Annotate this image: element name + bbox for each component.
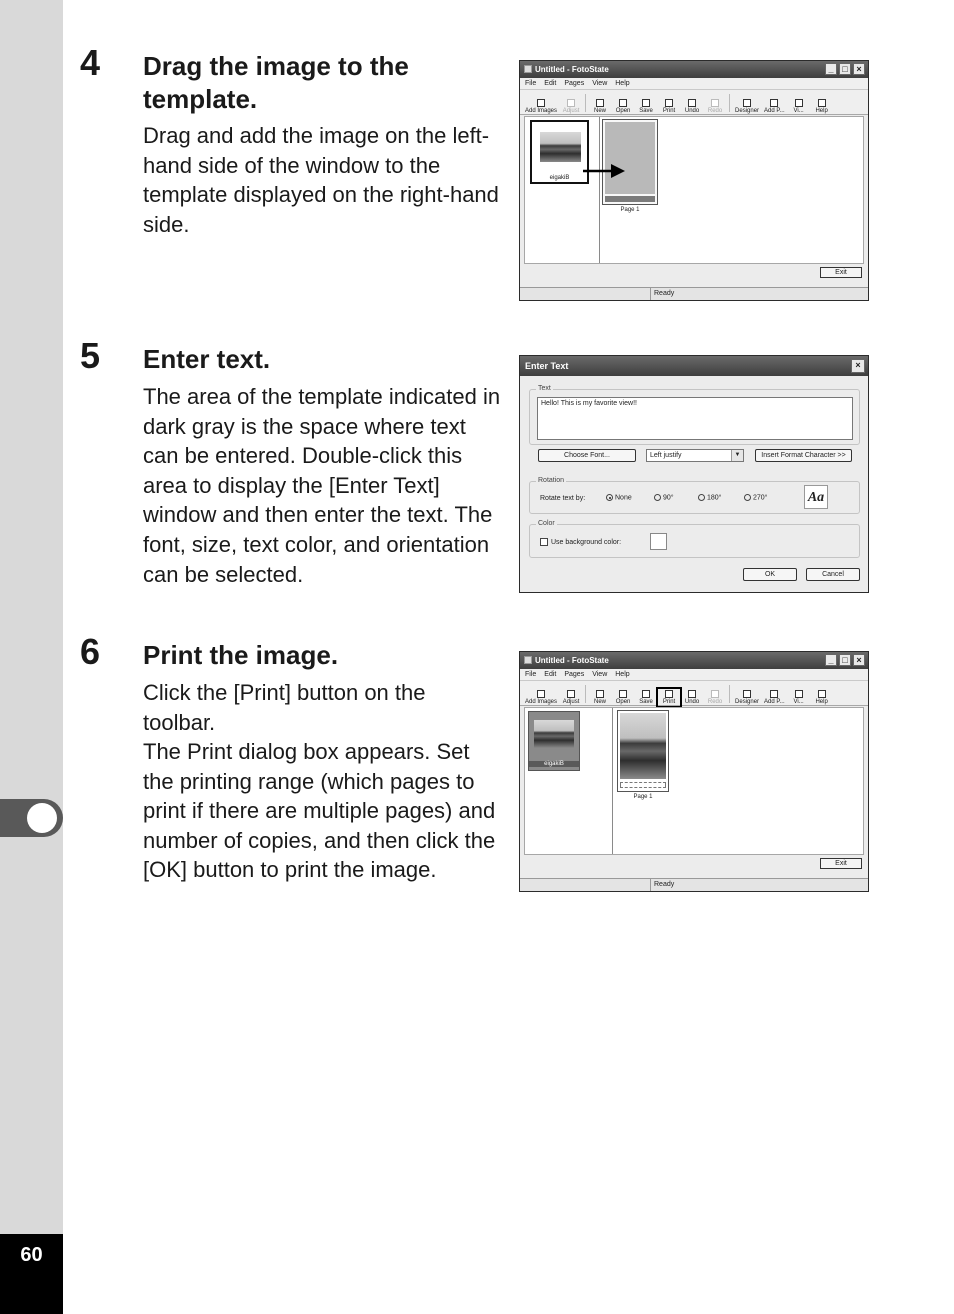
placed-photo bbox=[620, 713, 666, 779]
rotation-group bbox=[529, 477, 860, 514]
print-button[interactable]: Print bbox=[659, 99, 679, 114]
step-6-number: 6 bbox=[80, 631, 101, 672]
step-5-title: Enter text. bbox=[143, 344, 271, 374]
rotate-label: Rotate text by: bbox=[540, 495, 586, 502]
menu-file[interactable]: File bbox=[525, 80, 537, 87]
text-input[interactable]: Hello! This is my favorite view!! bbox=[537, 397, 853, 440]
new-button[interactable]: New bbox=[590, 99, 610, 114]
menu-edit[interactable]: Edit bbox=[544, 671, 557, 678]
close-button[interactable]: × bbox=[853, 654, 865, 666]
add-page-button[interactable]: Add P... bbox=[763, 99, 786, 114]
open-button[interactable]: Open bbox=[613, 690, 633, 705]
print-icon bbox=[665, 99, 673, 107]
status-bar bbox=[520, 878, 868, 891]
step-4-title: Drag the image to the template. bbox=[143, 51, 409, 114]
open-icon bbox=[619, 99, 627, 107]
help-button[interactable]: Help bbox=[812, 690, 832, 705]
undo-button[interactable]: Undo bbox=[682, 99, 702, 114]
page-label: Page 1 bbox=[633, 794, 653, 800]
menu-view[interactable]: View bbox=[592, 671, 608, 678]
menu-file[interactable]: File bbox=[525, 671, 537, 678]
view-button[interactable]: Vi... bbox=[789, 690, 809, 705]
add-images-icon bbox=[537, 690, 545, 698]
status-text: Ready bbox=[650, 879, 674, 891]
template-page[interactable] bbox=[617, 710, 669, 792]
new-icon bbox=[596, 99, 604, 107]
window-titlebar bbox=[520, 652, 868, 669]
toolbar bbox=[520, 681, 868, 706]
save-icon bbox=[642, 99, 650, 107]
adjust-icon bbox=[567, 690, 575, 698]
close-button[interactable]: × bbox=[853, 63, 865, 75]
step-6-title: Print the image. bbox=[143, 640, 339, 670]
menu-help[interactable]: Help bbox=[615, 671, 630, 678]
checkbox-icon bbox=[540, 538, 548, 546]
color-group-label: Color bbox=[538, 520, 555, 527]
save-button[interactable]: Save bbox=[636, 690, 656, 705]
window-title: Untitled - FotoState bbox=[535, 65, 609, 74]
cancel-button[interactable]: Cancel bbox=[806, 568, 860, 581]
justify-value: Left justify bbox=[650, 452, 682, 459]
text-group-label: Text bbox=[538, 385, 551, 392]
maximize-button[interactable]: □ bbox=[839, 654, 851, 666]
view-icon bbox=[795, 690, 803, 698]
print-icon bbox=[665, 690, 673, 698]
menu-pages[interactable]: Pages bbox=[564, 671, 585, 678]
minimize-button[interactable]: _ bbox=[825, 654, 837, 666]
text-group bbox=[529, 385, 860, 445]
selected-thumbnail[interactable] bbox=[528, 711, 580, 771]
step-5-body: The area of the template indicated in dark gray is the space where text can be entered. Double-click this area to display the [Enter Text] window and then enter the text. The font, size, text color, and orientation can be selected. bbox=[143, 384, 501, 587]
thumbnail-label: eigakiB bbox=[549, 175, 570, 181]
help-icon bbox=[818, 690, 826, 698]
page-number: 60 bbox=[20, 1244, 43, 1266]
menu-view[interactable]: View bbox=[592, 80, 608, 87]
designer-button[interactable]: Designer bbox=[734, 690, 760, 705]
fotostate-window-step6 bbox=[519, 651, 869, 892]
window-title: Untitled - FotoState bbox=[535, 656, 609, 665]
menu-bar bbox=[520, 78, 868, 90]
add-page-button[interactable]: Add P... bbox=[763, 690, 786, 705]
status-text: Ready bbox=[650, 288, 674, 300]
step-4-number: 4 bbox=[80, 42, 101, 83]
help-icon bbox=[818, 99, 826, 107]
rotate-none-option[interactable]: None bbox=[606, 494, 632, 501]
print-button-highlighted[interactable]: Print bbox=[659, 690, 679, 705]
rotate-270-option[interactable]: 270° bbox=[744, 494, 767, 501]
thumbnail-photo bbox=[540, 132, 581, 162]
redo-icon bbox=[711, 99, 719, 107]
work-area bbox=[524, 116, 864, 264]
exit-button[interactable]: Exit bbox=[820, 858, 862, 869]
drag-arrow-icon bbox=[583, 164, 627, 178]
save-icon bbox=[642, 690, 650, 698]
exit-button[interactable]: Exit bbox=[820, 267, 862, 278]
minimize-button[interactable]: _ bbox=[825, 63, 837, 75]
rotation-preview: Aa bbox=[804, 485, 828, 509]
background-color-checkbox[interactable]: Use background color: bbox=[540, 538, 621, 546]
template-page[interactable] bbox=[602, 119, 658, 205]
color-swatch[interactable] bbox=[650, 533, 667, 550]
radio-icon bbox=[654, 494, 661, 501]
app-icon bbox=[524, 65, 532, 73]
fotostate-window-step4 bbox=[519, 60, 869, 301]
dragged-thumbnail[interactable] bbox=[530, 120, 589, 184]
add-images-button[interactable]: Add Images bbox=[524, 99, 558, 114]
image-list-pane[interactable] bbox=[525, 117, 600, 263]
redo-button[interactable]: Redo bbox=[705, 99, 725, 114]
app-icon bbox=[524, 656, 532, 664]
dialog-titlebar bbox=[520, 356, 868, 376]
new-icon bbox=[596, 690, 604, 698]
rotate-180-option[interactable]: 180° bbox=[698, 494, 721, 501]
work-area bbox=[524, 707, 864, 855]
radio-icon bbox=[698, 494, 705, 501]
ok-button[interactable]: OK bbox=[743, 568, 797, 581]
menu-bar bbox=[520, 669, 868, 681]
template-image-area bbox=[605, 122, 655, 194]
toolbar bbox=[520, 90, 868, 115]
redo-icon bbox=[711, 690, 719, 698]
choose-font-button[interactable]: Choose Font... bbox=[538, 449, 636, 462]
insert-format-character-button[interactable]: Insert Format Character >> bbox=[755, 449, 852, 462]
undo-button[interactable]: Undo bbox=[682, 690, 702, 705]
add-page-icon bbox=[770, 690, 778, 698]
template-text-area bbox=[605, 196, 655, 202]
view-icon bbox=[795, 99, 803, 107]
open-button[interactable]: Open bbox=[613, 99, 633, 114]
adjust-button[interactable]: Adjust bbox=[561, 690, 581, 705]
thumbnail-photo bbox=[534, 720, 574, 748]
enter-text-dialog bbox=[519, 355, 869, 593]
radio-icon bbox=[606, 494, 613, 501]
new-button[interactable]: New bbox=[590, 690, 610, 705]
chevron-down-icon: ▼ bbox=[731, 450, 743, 461]
thumbnail-label: eigakiB bbox=[529, 761, 579, 767]
open-icon bbox=[619, 690, 627, 698]
menu-help[interactable]: Help bbox=[615, 80, 630, 87]
designer-icon bbox=[743, 690, 751, 698]
save-button[interactable]: Save bbox=[636, 99, 656, 114]
image-list-pane[interactable] bbox=[525, 708, 613, 854]
add-images-icon bbox=[537, 99, 545, 107]
add-images-button[interactable]: Add Images bbox=[524, 690, 558, 705]
radio-icon bbox=[744, 494, 751, 501]
undo-icon bbox=[688, 99, 696, 107]
step-6-body-1: Click the [Print] button on the toolbar. bbox=[143, 680, 426, 735]
maximize-button[interactable]: □ bbox=[839, 63, 851, 75]
menu-pages[interactable]: Pages bbox=[564, 80, 585, 87]
adjust-icon bbox=[567, 99, 575, 107]
help-button[interactable]: Help bbox=[812, 99, 832, 114]
template-text-area bbox=[620, 782, 666, 788]
rotation-group-label: Rotation bbox=[538, 477, 565, 484]
window-titlebar bbox=[520, 61, 868, 78]
color-group bbox=[529, 520, 860, 558]
undo-icon bbox=[688, 690, 696, 698]
add-page-icon bbox=[770, 99, 778, 107]
dialog-title: Enter Text bbox=[525, 361, 569, 371]
designer-button[interactable]: Designer bbox=[734, 99, 760, 114]
justify-select[interactable] bbox=[646, 449, 744, 462]
step-6-body-2: The Print dialog box appears. Set the printing range (which pages to print if there are multiple pages) and number of copies, and then click the [OK] button to print the image. bbox=[143, 739, 496, 883]
step-4-body: Drag and add the image on the left-hand side of the window to the template displayed on the right-hand side. bbox=[143, 123, 499, 237]
chapter-tab-marker bbox=[27, 803, 57, 833]
margin-strip bbox=[0, 0, 63, 1314]
designer-icon bbox=[743, 99, 751, 107]
redo-button[interactable]: Redo bbox=[705, 690, 725, 705]
page-label: Page 1 bbox=[620, 207, 640, 213]
dialog-close-button[interactable]: × bbox=[851, 359, 865, 373]
menu-edit[interactable]: Edit bbox=[544, 80, 557, 87]
adjust-button[interactable]: Adjust bbox=[561, 99, 581, 114]
view-button[interactable]: Vi... bbox=[789, 99, 809, 114]
rotate-90-option[interactable]: 90° bbox=[654, 494, 674, 501]
step-5-number: 5 bbox=[80, 335, 101, 376]
status-bar bbox=[520, 287, 868, 300]
